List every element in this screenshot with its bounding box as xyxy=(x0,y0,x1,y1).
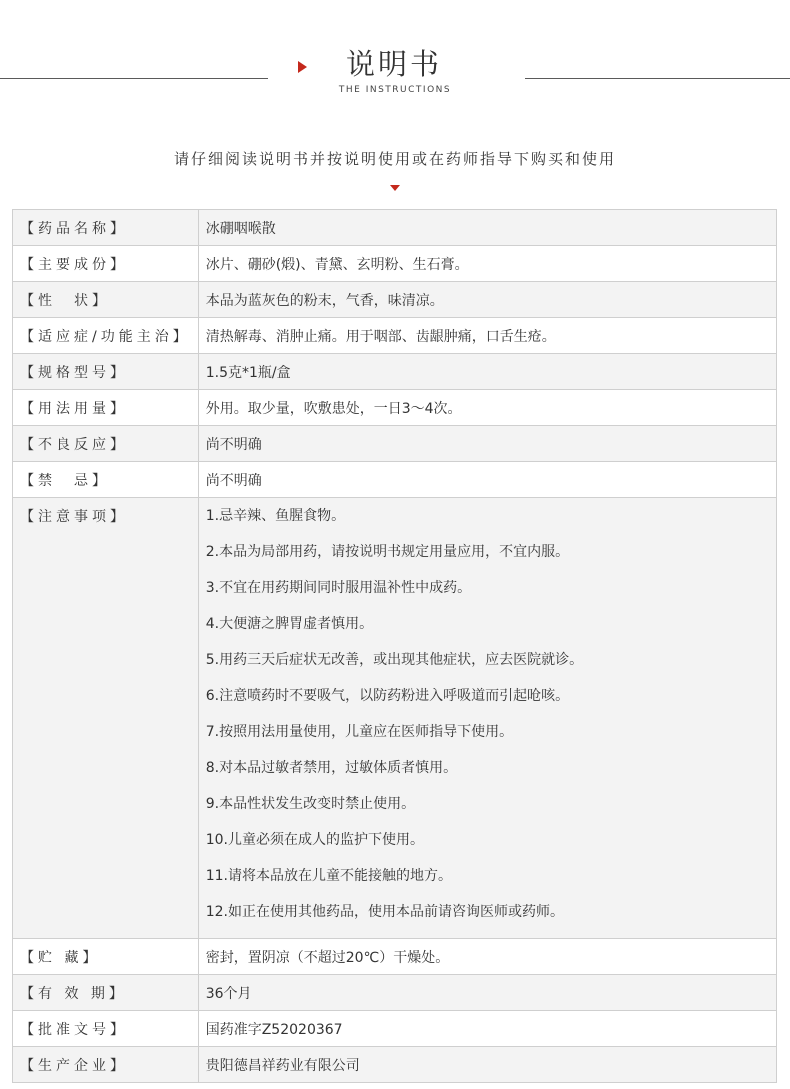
row-specification xyxy=(13,354,777,390)
row-manufacturer xyxy=(13,1047,777,1083)
row-label: 【禁 忌】 xyxy=(13,462,199,498)
precautions-cell xyxy=(198,498,776,939)
row-label: 【批准文号】 xyxy=(13,1011,199,1047)
precaution-item: 5.用药三天后症状无改善，或出现其他症状，应去医院就诊。 xyxy=(205,652,584,668)
row-value: 密封，置阴凉（不超过20℃）干燥处。 xyxy=(198,939,776,975)
row-value: 外用。取少量，吹敷患处，一日3～4次。 xyxy=(198,390,776,426)
precaution-item: 7.按照用法用量使用，儿童应在医师指导下使用。 xyxy=(205,724,514,740)
usage-notice: 请仔细阅读说明书并按说明使用或在药师指导下购买和使用 xyxy=(173,150,616,168)
row-label: 【有 效 期】 xyxy=(13,975,199,1011)
arrow-right-icon xyxy=(298,61,307,73)
precaution-item: 11.请将本品放在儿童不能接触的地方。 xyxy=(205,868,452,884)
row-dosage xyxy=(13,390,777,426)
header-rule-right xyxy=(525,78,790,79)
row-value: 贵阳德昌祥药业有限公司 xyxy=(198,1047,776,1083)
row-label: 【贮 藏】 xyxy=(13,939,199,975)
precaution-item: 9.本品性状发生改变时禁止使用。 xyxy=(205,796,416,812)
row-contraindications xyxy=(13,462,777,498)
row-value: 冰片、硼砂(煅)、青黛、玄明粉、生石膏。 xyxy=(198,246,776,282)
header-rule-left xyxy=(0,78,268,79)
row-value: 1.5克*1瓶/盒 xyxy=(198,354,776,390)
row-label: 【主要成份】 xyxy=(13,246,199,282)
row-value: 清热解毒、消肿止痛。用于咽部、齿龈肿痛，口舌生疮。 xyxy=(198,318,776,354)
precaution-item: 10.儿童必须在成人的监护下使用。 xyxy=(205,832,424,848)
row-label: 【注意事项】 xyxy=(13,498,199,939)
row-value: 尚不明确 xyxy=(198,426,776,462)
spec-table xyxy=(12,209,777,1083)
row-value: 本品为蓝灰色的粉末，气香，味清凉。 xyxy=(198,282,776,318)
arrow-down-icon xyxy=(390,185,400,191)
row-approval-number xyxy=(13,1011,777,1047)
row-ingredients xyxy=(13,246,777,282)
precaution-item: 8.对本品过敏者禁用，过敏体质者慎用。 xyxy=(205,760,458,776)
precaution-item: 1.忌辛辣、鱼腥食物。 xyxy=(205,508,346,524)
row-precautions xyxy=(13,498,777,939)
row-label: 【用法用量】 xyxy=(13,390,199,426)
row-label: 【生产企业】 xyxy=(13,1047,199,1083)
precaution-item: 4.大便溏之脾胃虚者慎用。 xyxy=(205,616,374,632)
row-shelf-life xyxy=(13,975,777,1011)
row-value: 尚不明确 xyxy=(198,462,776,498)
page-subtitle: THE INSTRUCTIONS xyxy=(338,85,452,95)
page-title: 说明书 xyxy=(346,47,443,81)
row-drug-name xyxy=(13,210,777,246)
precaution-item: 2.本品为局部用药，请按说明书规定用量应用，不宜内服。 xyxy=(205,544,570,560)
row-indications xyxy=(13,318,777,354)
row-label: 【适应症/功能主治】 xyxy=(13,318,199,354)
row-label: 【规格型号】 xyxy=(13,354,199,390)
row-adverse-reactions xyxy=(13,426,777,462)
row-label: 【药品名称】 xyxy=(13,210,199,246)
row-appearance xyxy=(13,282,777,318)
row-label: 【不良反应】 xyxy=(13,426,199,462)
precautions-list xyxy=(206,498,769,938)
precaution-item: 6.注意喷药时不要吸气，以防药粉进入呼吸道而引起呛咳。 xyxy=(205,688,570,704)
precaution-item: 3.不宜在用药期间同时服用温补性中成药。 xyxy=(205,580,472,596)
precaution-item: 12.如正在使用其他药品，使用本品前请咨询医师或药师。 xyxy=(205,904,564,920)
row-value: 36个月 xyxy=(198,975,776,1011)
row-value: 国药准字Z52020367 xyxy=(198,1011,776,1047)
row-storage xyxy=(13,939,777,975)
row-value: 冰硼咽喉散 xyxy=(198,210,776,246)
row-label: 【性 状】 xyxy=(13,282,199,318)
